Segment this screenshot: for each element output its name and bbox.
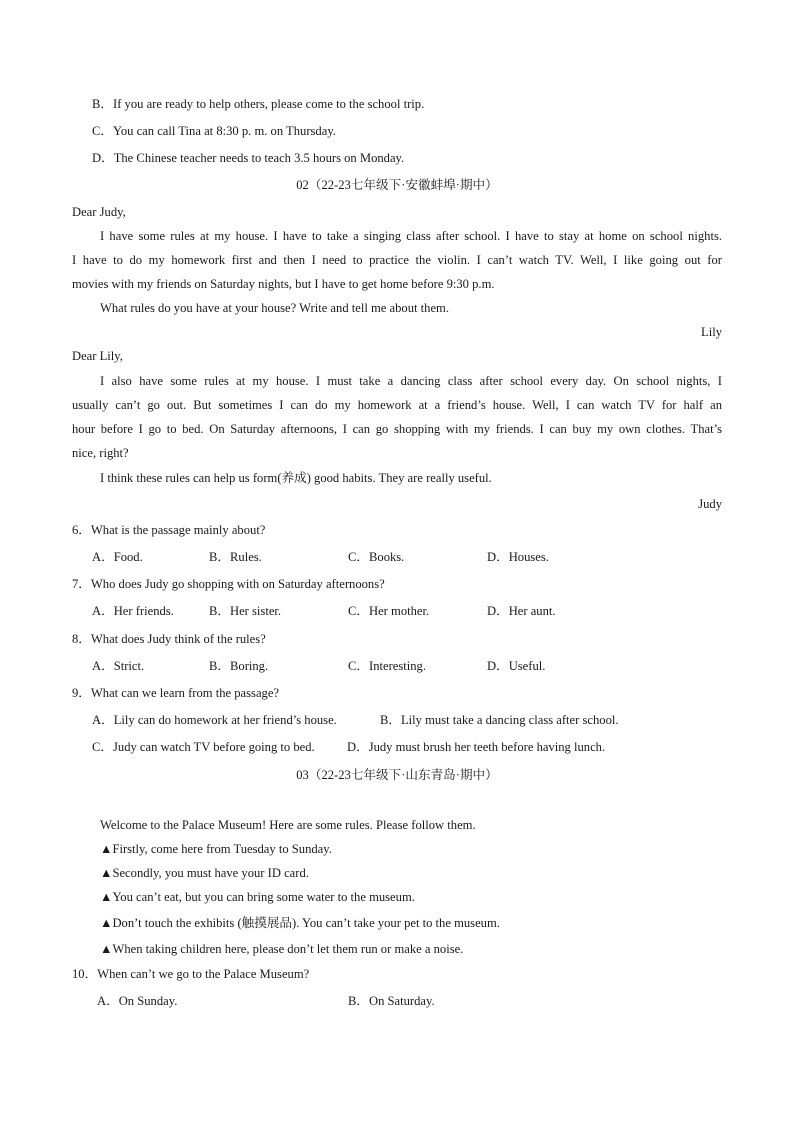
question-7-option-d: D．Her aunt. [487,604,556,618]
letter1-signature: Lily [701,325,722,339]
letter2-paragraph1-line1: I also have some rules at my house. I must take a dancing class after school every day. On school nights, I [100,374,722,388]
question-10-stem: 10．When can’t we go to the Palace Museum? [72,967,310,981]
question-7-option-a: A．Her friends. [92,604,174,618]
letter2-greeting: Dear Lily, [72,349,123,363]
section-2-heading: 02（22-23七年级下·安徽蚌埠·期中） [296,178,498,192]
letter2-signature: Judy [698,497,722,511]
question-10-option-b: B．On Saturday. [348,994,435,1008]
museum-rule-5: ▲When taking children here, please don’t let them run or make a noise. [100,942,464,956]
question-8-option-d: D．Useful. [487,659,546,673]
museum-rule-2: ▲Secondly, you must have your ID card. [100,866,309,880]
question-6-option-b: B．Rules. [209,550,262,564]
question-6-stem: 6．What is the passage mainly about? [72,523,266,537]
question-10-option-a: A．On Sunday. [97,994,178,1008]
museum-rule-1: ▲Firstly, come here from Tuesday to Sunday. [100,842,332,856]
question-8-option-b: B．Boring. [209,659,269,673]
section-3-heading: 03（22-23七年级下·山东青岛·期中） [296,768,498,782]
question-6-option-a: A．Food. [92,550,143,564]
question-8-stem: 8．What does Judy think of the rules? [72,632,266,646]
question-7-option-c: C．Her mother. [348,604,430,618]
question-9-stem: 9．What can we learn from the passage? [72,686,280,700]
museum-rule-3: ▲You can’t eat, but you can bring some water to the museum. [100,890,415,904]
museum-intro: Welcome to the Palace Museum! Here are some rules. Please follow them. [100,818,476,832]
museum-rule-4: ▲Don’t touch the exhibits (触摸展品). You can’t take your pet to the museum. [100,916,500,930]
letter2-paragraph1-line2: usually can’t go out. But sometimes I can do my homework at a friend’s house. Well, I can watch TV for half an [72,398,722,412]
question-7-stem: 7．Who does Judy go shopping with on Saturday afternoons? [72,577,385,591]
question-9-option-d: D．Judy must brush her teeth before having lunch. [347,740,606,754]
question-9-option-c: C．Judy can watch TV before going to bed. [92,740,315,754]
letter1-greeting: Dear Judy, [72,205,126,219]
letter2-paragraph2: I think these rules can help us form(养成) good habits. They are really useful. [100,471,492,485]
letter1-paragraph2: What rules do you have at your house? Write and tell me about them. [100,301,449,315]
question-9-option-a: A．Lily can do homework at her friend’s house. [92,713,337,727]
option-c-prev: C．You can call Tina at 8:30 p. m. on Thursday. [92,124,336,138]
letter2-paragraph1-line4: nice, right? [72,446,129,460]
question-6-option-c: C．Books. [348,550,405,564]
question-7-option-b: B．Her sister. [209,604,282,618]
question-9-option-b: B．Lily must take a dancing class after school. [380,713,619,727]
option-d-prev: D．The Chinese teacher needs to teach 3.5 hours on Monday. [92,151,405,165]
letter1-paragraph1-line3: movies with my friends on Saturday nights, but I have to get home before 9:30 p.m. [72,277,495,291]
option-b-prev: B．If you are ready to help others, please come to the school trip. [92,97,425,111]
letter2-paragraph1-line3: hour before I go to bed. On Saturday afternoons, I can go shopping with my friends. I can buy my own clothes. That’s [72,422,722,436]
letter1-paragraph1-line2: I have to do my homework first and then I need to practice the violin. I can’t watch TV. Well, I like going out for [72,253,722,267]
question-6-option-d: D．Houses. [487,550,549,564]
question-8-option-c: C．Interesting. [348,659,426,673]
letter1-paragraph1-line1: I have some rules at my house. I have to take a singing class after school. I have to stay at home on school nights. [100,229,722,243]
question-8-option-a: A．Strict. [92,659,145,673]
